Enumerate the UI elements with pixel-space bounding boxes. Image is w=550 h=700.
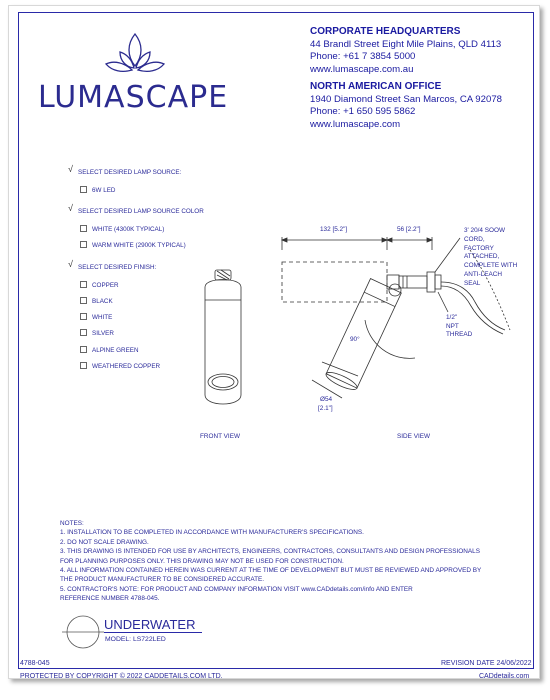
dim-diameter: Ø54 [320,396,333,403]
checkbox-icon[interactable] [80,225,87,232]
hq-title: CORPORATE HEADQUARTERS [310,26,461,37]
option-black[interactable]: BLACK [80,297,113,305]
checkmark-icon: √ [68,164,73,174]
north-america-block [310,81,502,131]
lotus-logo-icon [100,30,170,80]
dim-mount: 56 [2.2"] [397,226,421,233]
option-white-4300k[interactable]: WHITE (4300K TYPICAL) [80,225,164,233]
thread-note: 1/2" NPT THREAD [446,314,473,338]
revision-date: REVISION DATE 24/06/2022 [441,660,532,667]
checkbox-icon[interactable] [80,186,87,193]
front-view-label: FRONT VIEW [200,433,241,440]
product-title: UNDERWATER [104,617,196,632]
dim-length: 132 [5.2"] [320,226,348,233]
option-alpine-green[interactable]: ALPINE GREEN [80,346,139,354]
checkbox-icon[interactable] [80,346,87,353]
model-number: MODEL: LS722LED [105,636,166,643]
finish-heading: SELECT DESIRED FINISH: [78,264,157,271]
option-silver[interactable]: SILVER [80,329,114,337]
na-title: NORTH AMERICAN OFFICE [310,81,442,92]
hq-address: 44 Brandl Street Eight Mile Plains, QLD 4113 [310,38,502,50]
notes-block [60,519,500,604]
hq-phone: Phone: +61 7 3854 5000 [310,51,416,62]
checkbox-icon[interactable] [80,329,87,336]
checkbox-icon[interactable] [80,362,87,369]
lamp-source-heading: SELECT DESIRED LAMP SOURCE: [78,169,182,176]
hq-web: www.lumascape.com.au [310,63,414,75]
note-line: FOR PLANNING PURPOSES ONLY. THIS DRAWING MAY NOT BE USED FOR CONSTRUCTION. [60,557,344,565]
note-line: THE PRODUCT MANUFACTURER TO BE CONSIDERED ACCURATE. [60,576,265,584]
option-warm-white-2900k[interactable]: WARM WHITE (2900K TYPICAL) [80,241,186,249]
option-copper[interactable]: COPPER [80,281,119,289]
note-line: 2. DO NOT SCALE DRAWING. [60,538,149,546]
brand-wordmark: LUMASCAPE [38,80,229,115]
option-weathered-copper[interactable]: WEATHERED COPPER [80,362,160,370]
dim-angle: 90° [350,336,360,343]
na-address: 1940 Diamond Street San Marcos, CA 92078 [310,93,502,105]
checkmark-icon: √ [68,259,73,269]
option-6w-led[interactable]: 6W LED [80,186,115,194]
option-white[interactable]: WHITE [80,313,112,321]
side-view-label: SIDE VIEW [397,433,431,440]
note-line: 3. THIS DRAWING IS INTENDED FOR USE BY ARCHITECTS, ENGINEERS, CONTRACTORS, CONSULTANTS AND DESIGN PROFESSIONALS [60,548,480,556]
na-phone: Phone: +1 650 595 5862 [310,106,416,117]
reference-number: 4788-045 [20,660,50,667]
checkmark-icon: √ [68,203,73,213]
checkbox-icon[interactable] [80,241,87,248]
na-web: www.lumascape.com [310,118,401,130]
headquarters-block [310,26,501,76]
cord-note: 3' 20/4 SOOW CORD, FACTORY ATTACHED, COMPLETE WITH ANTI-LEACH SEAL [464,227,518,287]
title-block-symbol [60,614,106,650]
front-view-drawing [195,265,255,415]
checkbox-icon[interactable] [80,297,87,304]
caddetails-link[interactable]: CADdetails.com [479,673,530,680]
note-line: 1. INSTALLATION TO BE COMPLETED IN ACCORDANCE WITH MANUFACTURER'S SPECIFICATIONS. [60,529,364,537]
note-line: 4. ALL INFORMATION CONTAINED HEREIN WAS CURRENT AT THE TIME OF DEVELOPMENT BUT MUST BE REVIEWED AND APPROVED BY [60,567,482,575]
checkbox-icon[interactable] [80,313,87,320]
note-line: 5. CONTRACTOR'S NOTE: FOR PRODUCT AND COMPANY INFORMATION VISIT www.CADdetails.com/info AND ENTER [60,585,413,593]
title-divider [104,632,202,633]
checkbox-icon[interactable] [80,281,87,288]
dim-diameter-in: [2.1"] [318,405,333,412]
copyright: PROTECTED BY COPYRIGHT © 2022 CADDETAILS.COM LTD. [20,673,223,680]
lamp-color-heading: SELECT DESIRED LAMP SOURCE COLOR [78,208,204,215]
note-line: REFERENCE NUMBER 4788-045. [60,595,160,603]
notes-title: NOTES: [60,520,84,527]
